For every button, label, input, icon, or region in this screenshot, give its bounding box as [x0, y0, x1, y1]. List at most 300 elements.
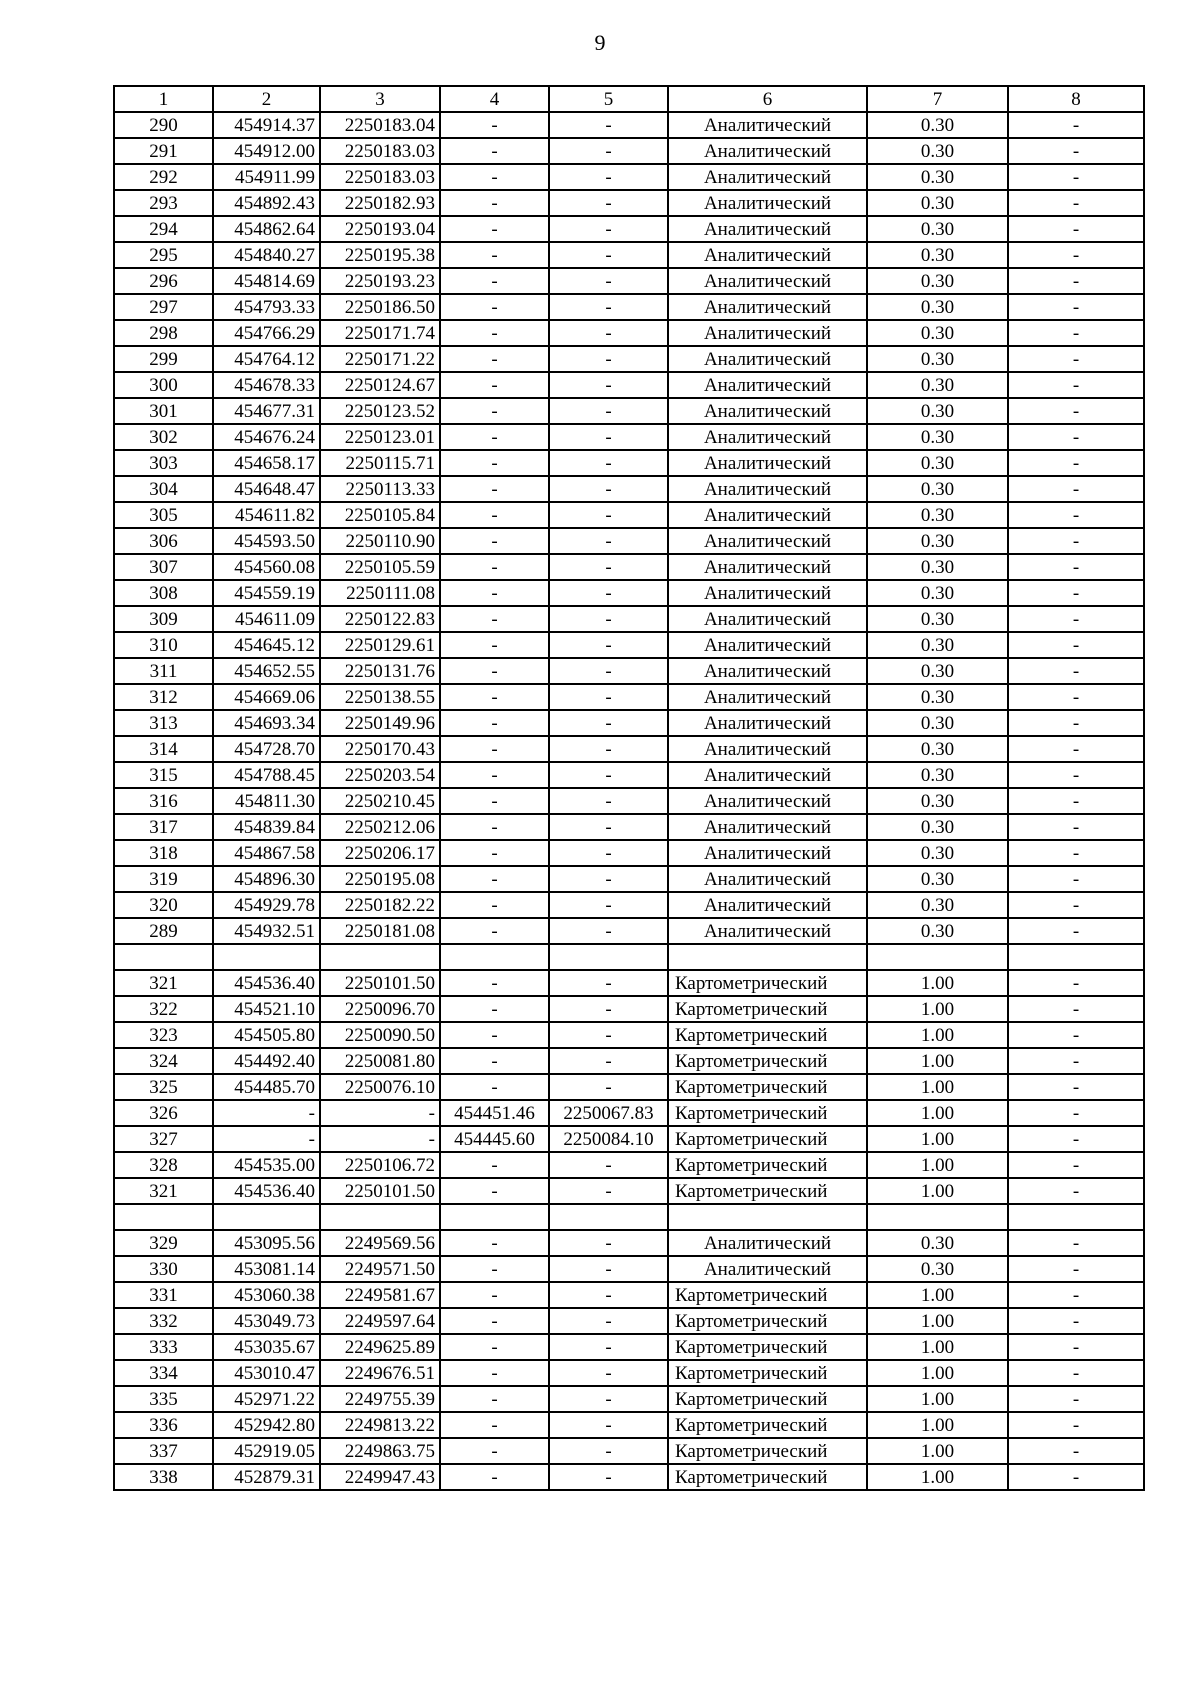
x-alt-coordinate-cell: - [440, 658, 549, 684]
y-coordinate-cell: 2250115.71 [320, 450, 440, 476]
x-alt-coordinate-cell: - [440, 1438, 549, 1464]
y-coordinate-cell: 2250124.67 [320, 372, 440, 398]
y-coordinate-cell [320, 1204, 440, 1230]
table-row [114, 320, 1144, 346]
x-coordinate-cell: 454593.50 [213, 528, 320, 554]
point-number-cell: 295 [114, 242, 213, 268]
y-coordinate-cell: 2249676.51 [320, 1360, 440, 1386]
y-coordinate-cell: 2250171.22 [320, 346, 440, 372]
table-row [114, 1126, 1144, 1152]
x-coordinate-cell: 453010.47 [213, 1360, 320, 1386]
y-coordinate-cell: 2250182.93 [320, 190, 440, 216]
y-alt-coordinate-cell: - [549, 1152, 668, 1178]
note-cell: - [1008, 1308, 1144, 1334]
y-alt-coordinate-cell: - [549, 632, 668, 658]
point-number-cell: 325 [114, 1074, 213, 1100]
point-number-cell: 290 [114, 112, 213, 138]
x-alt-coordinate-cell: - [440, 788, 549, 814]
method-cell: Аналитический [668, 554, 867, 580]
x-coordinate-cell: 452942.80 [213, 1412, 320, 1438]
y-coordinate-cell: 2250111.08 [320, 580, 440, 606]
point-number-cell: 302 [114, 424, 213, 450]
method-cell: Картометрический [668, 1178, 867, 1204]
x-coordinate-cell: 454793.33 [213, 294, 320, 320]
x-alt-coordinate-cell: - [440, 1022, 549, 1048]
x-coordinate-cell: 452971.22 [213, 1386, 320, 1412]
point-number-cell: 306 [114, 528, 213, 554]
note-cell: - [1008, 1256, 1144, 1282]
y-alt-coordinate-cell: - [549, 112, 668, 138]
y-coordinate-cell: 2250076.10 [320, 1074, 440, 1100]
note-cell: - [1008, 1412, 1144, 1438]
method-cell: Аналитический [668, 814, 867, 840]
x-alt-coordinate-cell: - [440, 112, 549, 138]
x-alt-coordinate-cell: - [440, 528, 549, 554]
y-alt-coordinate-cell: - [549, 450, 668, 476]
y-alt-coordinate-cell: - [549, 1074, 668, 1100]
table-row [114, 1152, 1144, 1178]
accuracy-cell: 0.30 [867, 814, 1008, 840]
x-coordinate-cell: 454839.84 [213, 814, 320, 840]
x-alt-coordinate-cell: - [440, 1074, 549, 1100]
y-coordinate-cell: 2250206.17 [320, 840, 440, 866]
y-coordinate-cell: 2250129.61 [320, 632, 440, 658]
table-row [114, 138, 1144, 164]
y-coordinate-cell: 2250203.54 [320, 762, 440, 788]
table-row [114, 658, 1144, 684]
table-row [114, 294, 1144, 320]
y-coordinate-cell: - [320, 1126, 440, 1152]
y-alt-coordinate-cell: 2250084.10 [549, 1126, 668, 1152]
x-coordinate-cell: 454678.33 [213, 372, 320, 398]
y-coordinate-cell: 2250123.01 [320, 424, 440, 450]
point-number-cell: 307 [114, 554, 213, 580]
x-alt-coordinate-cell: - [440, 840, 549, 866]
point-number-cell: 294 [114, 216, 213, 242]
x-coordinate-cell: 454814.69 [213, 268, 320, 294]
note-cell: - [1008, 164, 1144, 190]
y-coordinate-cell: 2250149.96 [320, 710, 440, 736]
y-coordinate-cell: 2250183.04 [320, 112, 440, 138]
method-cell: Аналитический [668, 918, 867, 944]
y-coordinate-cell: 2249581.67 [320, 1282, 440, 1308]
method-cell: Аналитический [668, 762, 867, 788]
point-number-cell: 300 [114, 372, 213, 398]
method-cell: Аналитический [668, 710, 867, 736]
accuracy-cell: 1.00 [867, 1334, 1008, 1360]
note-cell: - [1008, 138, 1144, 164]
x-coordinate-cell: 454788.45 [213, 762, 320, 788]
accuracy-cell: 0.30 [867, 450, 1008, 476]
column-header-8: 8 [1008, 86, 1144, 112]
method-cell: Аналитический [668, 242, 867, 268]
point-number-cell: 298 [114, 320, 213, 346]
table-row [114, 1386, 1144, 1412]
method-cell: Картометрический [668, 1152, 867, 1178]
accuracy-cell: 0.30 [867, 710, 1008, 736]
method-cell: Аналитический [668, 840, 867, 866]
y-alt-coordinate-cell: - [549, 346, 668, 372]
accuracy-cell: 0.30 [867, 138, 1008, 164]
y-alt-coordinate-cell: - [549, 242, 668, 268]
point-number-cell: 324 [114, 1048, 213, 1074]
x-alt-coordinate-cell: - [440, 1178, 549, 1204]
note-cell: - [1008, 814, 1144, 840]
x-alt-coordinate-cell: - [440, 1334, 549, 1360]
x-coordinate-cell: 454676.24 [213, 424, 320, 450]
x-coordinate-cell: 454669.06 [213, 684, 320, 710]
x-coordinate-cell: 453049.73 [213, 1308, 320, 1334]
page-number: 9 [594, 30, 606, 55]
table-row [114, 268, 1144, 294]
x-alt-coordinate-cell: - [440, 736, 549, 762]
y-alt-coordinate-cell: - [549, 138, 668, 164]
y-alt-coordinate-cell: - [549, 1230, 668, 1256]
header-row [114, 86, 1144, 112]
method-cell: Аналитический [668, 606, 867, 632]
point-number-cell: 321 [114, 1178, 213, 1204]
x-alt-coordinate-cell: - [440, 866, 549, 892]
method-cell: Аналитический [668, 632, 867, 658]
accuracy-cell: 0.30 [867, 736, 1008, 762]
y-alt-coordinate-cell: - [549, 502, 668, 528]
y-coordinate-cell: 2249755.39 [320, 1386, 440, 1412]
point-number-cell: 328 [114, 1152, 213, 1178]
table-row [114, 450, 1144, 476]
table-row [114, 1360, 1144, 1386]
accuracy-cell: 1.00 [867, 1464, 1008, 1490]
point-number-cell: 321 [114, 970, 213, 996]
accuracy-cell: 0.30 [867, 112, 1008, 138]
point-number-cell: 316 [114, 788, 213, 814]
table-row [114, 554, 1144, 580]
y-alt-coordinate-cell: - [549, 1464, 668, 1490]
point-number-cell: 311 [114, 658, 213, 684]
y-alt-coordinate-cell: - [549, 658, 668, 684]
table-row [114, 684, 1144, 710]
x-coordinate-cell: - [213, 1126, 320, 1152]
y-alt-coordinate-cell: - [549, 1022, 668, 1048]
method-cell: Аналитический [668, 1230, 867, 1256]
method-cell: Аналитический [668, 320, 867, 346]
y-alt-coordinate-cell: - [549, 1308, 668, 1334]
accuracy-cell: 0.30 [867, 320, 1008, 346]
table-row [114, 1308, 1144, 1334]
y-coordinate-cell: 2250212.06 [320, 814, 440, 840]
accuracy-cell: 0.30 [867, 424, 1008, 450]
point-number-cell: 338 [114, 1464, 213, 1490]
x-coordinate-cell: 454652.55 [213, 658, 320, 684]
point-number-cell: 332 [114, 1308, 213, 1334]
note-cell: - [1008, 1048, 1144, 1074]
x-coordinate-cell: 454912.00 [213, 138, 320, 164]
x-coordinate-cell: 454840.27 [213, 242, 320, 268]
x-alt-coordinate-cell: - [440, 268, 549, 294]
x-coordinate-cell: 454766.29 [213, 320, 320, 346]
y-coordinate-cell: 2250186.50 [320, 294, 440, 320]
y-coordinate-cell: 2250181.08 [320, 918, 440, 944]
y-alt-coordinate-cell: - [549, 840, 668, 866]
note-cell: - [1008, 580, 1144, 606]
x-alt-coordinate-cell: - [440, 242, 549, 268]
method-cell: Аналитический [668, 528, 867, 554]
x-coordinate-cell: 453060.38 [213, 1282, 320, 1308]
method-cell: Аналитический [668, 1256, 867, 1282]
accuracy-cell: 0.30 [867, 372, 1008, 398]
y-coordinate-cell: 2250110.90 [320, 528, 440, 554]
x-coordinate-cell: 453095.56 [213, 1230, 320, 1256]
column-header-5: 5 [549, 86, 668, 112]
note-cell: - [1008, 346, 1144, 372]
column-header-1: 1 [114, 86, 213, 112]
point-number-cell: 297 [114, 294, 213, 320]
point-number-cell: 289 [114, 918, 213, 944]
method-cell: Аналитический [668, 788, 867, 814]
x-alt-coordinate-cell: - [440, 216, 549, 242]
point-number-cell: 331 [114, 1282, 213, 1308]
y-alt-coordinate-cell: - [549, 736, 668, 762]
accuracy-cell: 0.30 [867, 164, 1008, 190]
method-cell: Аналитический [668, 138, 867, 164]
method-cell: Аналитический [668, 450, 867, 476]
y-coordinate-cell: 2250106.72 [320, 1152, 440, 1178]
x-coordinate-cell: 454867.58 [213, 840, 320, 866]
x-coordinate-cell: 452919.05 [213, 1438, 320, 1464]
table-row [114, 1074, 1144, 1100]
x-alt-coordinate-cell: - [440, 372, 549, 398]
method-cell: Картометрический [668, 1360, 867, 1386]
method-cell: Аналитический [668, 346, 867, 372]
y-coordinate-cell: - [320, 1100, 440, 1126]
table-row [114, 398, 1144, 424]
table-row [114, 1022, 1144, 1048]
accuracy-cell: 1.00 [867, 1022, 1008, 1048]
x-alt-coordinate-cell: - [440, 1152, 549, 1178]
note-cell: - [1008, 762, 1144, 788]
table-row [114, 1230, 1144, 1256]
x-coordinate-cell: 454611.09 [213, 606, 320, 632]
x-alt-coordinate-cell: - [440, 346, 549, 372]
method-cell: Аналитический [668, 216, 867, 242]
accuracy-cell: 0.30 [867, 866, 1008, 892]
accuracy-cell: 0.30 [867, 294, 1008, 320]
x-alt-coordinate-cell: 454451.46 [440, 1100, 549, 1126]
point-number-cell: 303 [114, 450, 213, 476]
y-coordinate-cell: 2250195.08 [320, 866, 440, 892]
table-row [114, 762, 1144, 788]
y-coordinate-cell: 2250138.55 [320, 684, 440, 710]
accuracy-cell: 0.30 [867, 632, 1008, 658]
method-cell: Картометрический [668, 1022, 867, 1048]
y-coordinate-cell: 2250193.04 [320, 216, 440, 242]
point-number-cell: 309 [114, 606, 213, 632]
y-coordinate-cell: 2249597.64 [320, 1308, 440, 1334]
y-alt-coordinate-cell: - [549, 1438, 668, 1464]
method-cell: Аналитический [668, 372, 867, 398]
table-row [114, 372, 1144, 398]
x-coordinate-cell: 453081.14 [213, 1256, 320, 1282]
y-coordinate-cell: 2250131.76 [320, 658, 440, 684]
point-number-cell: 334 [114, 1360, 213, 1386]
x-coordinate-cell: 454677.31 [213, 398, 320, 424]
method-cell: Картометрический [668, 1464, 867, 1490]
x-coordinate-cell: 454648.47 [213, 476, 320, 502]
point-number-cell: 326 [114, 1100, 213, 1126]
x-alt-coordinate-cell: - [440, 1386, 549, 1412]
point-number-cell: 313 [114, 710, 213, 736]
x-coordinate-cell: 454896.30 [213, 866, 320, 892]
x-alt-coordinate-cell: - [440, 320, 549, 346]
y-coordinate-cell: 2250183.03 [320, 138, 440, 164]
accuracy-cell: 1.00 [867, 1178, 1008, 1204]
table-row [114, 424, 1144, 450]
note-cell: - [1008, 476, 1144, 502]
accuracy-cell: 0.30 [867, 788, 1008, 814]
accuracy-cell: 0.30 [867, 346, 1008, 372]
x-alt-coordinate-cell: - [440, 1360, 549, 1386]
x-alt-coordinate-cell: - [440, 1230, 549, 1256]
accuracy-cell: 0.30 [867, 684, 1008, 710]
note-cell: - [1008, 528, 1144, 554]
note-cell: - [1008, 892, 1144, 918]
note-cell: - [1008, 372, 1144, 398]
note-cell: - [1008, 1022, 1144, 1048]
note-cell: - [1008, 112, 1144, 138]
point-number-cell: 310 [114, 632, 213, 658]
x-alt-coordinate-cell: - [440, 1412, 549, 1438]
note-cell: - [1008, 684, 1144, 710]
y-alt-coordinate-cell: - [549, 372, 668, 398]
y-alt-coordinate-cell: - [549, 918, 668, 944]
x-alt-coordinate-cell: - [440, 892, 549, 918]
y-coordinate-cell: 2250101.50 [320, 1178, 440, 1204]
y-alt-coordinate-cell: - [549, 788, 668, 814]
x-alt-coordinate-cell: - [440, 1282, 549, 1308]
x-coordinate-cell: 454892.43 [213, 190, 320, 216]
table-header [114, 86, 1144, 112]
point-number-cell: 308 [114, 580, 213, 606]
note-cell: - [1008, 996, 1144, 1022]
x-alt-coordinate-cell: - [440, 632, 549, 658]
table-row [114, 606, 1144, 632]
table-row [114, 528, 1144, 554]
x-alt-coordinate-cell: - [440, 554, 549, 580]
method-cell: Картометрический [668, 1334, 867, 1360]
table-row [114, 216, 1144, 242]
point-number-cell: 292 [114, 164, 213, 190]
x-coordinate-cell: 454535.00 [213, 1152, 320, 1178]
y-coordinate-cell: 2250101.50 [320, 970, 440, 996]
table-row [114, 1100, 1144, 1126]
table-row [114, 970, 1144, 996]
accuracy-cell: 1.00 [867, 1048, 1008, 1074]
table-row [114, 1048, 1144, 1074]
table-row [114, 736, 1144, 762]
method-cell: Аналитический [668, 112, 867, 138]
x-coordinate-cell: 454645.12 [213, 632, 320, 658]
y-alt-coordinate-cell: - [549, 294, 668, 320]
x-alt-coordinate-cell: - [440, 476, 549, 502]
note-cell: - [1008, 242, 1144, 268]
y-coordinate-cell: 2249569.56 [320, 1230, 440, 1256]
note-cell: - [1008, 1334, 1144, 1360]
method-cell: Аналитический [668, 294, 867, 320]
y-alt-coordinate-cell: - [549, 424, 668, 450]
y-coordinate-cell: 2249863.75 [320, 1438, 440, 1464]
point-number-cell: 333 [114, 1334, 213, 1360]
point-number-cell: 335 [114, 1386, 213, 1412]
column-header-6: 6 [668, 86, 867, 112]
y-alt-coordinate-cell: - [549, 996, 668, 1022]
y-coordinate-cell: 2249571.50 [320, 1256, 440, 1282]
x-alt-coordinate-cell: - [440, 996, 549, 1022]
table-row [114, 502, 1144, 528]
x-coordinate-cell: 452879.31 [213, 1464, 320, 1490]
y-alt-coordinate-cell [549, 944, 668, 970]
y-coordinate-cell: 2250096.70 [320, 996, 440, 1022]
x-coordinate-cell: 454929.78 [213, 892, 320, 918]
accuracy-cell: 1.00 [867, 1308, 1008, 1334]
note-cell: - [1008, 268, 1144, 294]
y-coordinate-cell: 2249947.43 [320, 1464, 440, 1490]
method-cell [668, 1204, 867, 1230]
table-row [114, 788, 1144, 814]
x-coordinate-cell: 454485.70 [213, 1074, 320, 1100]
method-cell: Картометрический [668, 1386, 867, 1412]
x-alt-coordinate-cell: - [440, 398, 549, 424]
method-cell: Аналитический [668, 866, 867, 892]
accuracy-cell: 0.30 [867, 268, 1008, 294]
accuracy-cell [867, 944, 1008, 970]
accuracy-cell: 1.00 [867, 1126, 1008, 1152]
note-cell: - [1008, 788, 1144, 814]
table-row [114, 1282, 1144, 1308]
y-coordinate-cell: 2250105.84 [320, 502, 440, 528]
note-cell: - [1008, 736, 1144, 762]
x-coordinate-cell: 454559.19 [213, 580, 320, 606]
table-row [114, 840, 1144, 866]
accuracy-cell: 0.30 [867, 840, 1008, 866]
accuracy-cell: 1.00 [867, 1438, 1008, 1464]
point-number-cell: 318 [114, 840, 213, 866]
point-number-cell: 312 [114, 684, 213, 710]
accuracy-cell: 0.30 [867, 554, 1008, 580]
accuracy-cell: 0.30 [867, 918, 1008, 944]
x-alt-coordinate-cell: - [440, 918, 549, 944]
note-cell [1008, 1204, 1144, 1230]
table-row [114, 112, 1144, 138]
x-coordinate-cell: 454536.40 [213, 970, 320, 996]
point-number-cell: 337 [114, 1438, 213, 1464]
table-row [114, 1256, 1144, 1282]
accuracy-cell: 0.30 [867, 242, 1008, 268]
method-cell: Аналитический [668, 164, 867, 190]
y-alt-coordinate-cell: - [549, 762, 668, 788]
accuracy-cell [867, 1204, 1008, 1230]
y-coordinate-cell [320, 944, 440, 970]
method-cell: Картометрический [668, 996, 867, 1022]
coordinates-table [113, 85, 1145, 1491]
accuracy-cell: 0.30 [867, 502, 1008, 528]
x-alt-coordinate-cell: - [440, 1048, 549, 1074]
column-header-4: 4 [440, 86, 549, 112]
point-number-cell: 336 [114, 1412, 213, 1438]
accuracy-cell: 1.00 [867, 1074, 1008, 1100]
table-row [114, 632, 1144, 658]
y-alt-coordinate-cell: - [549, 580, 668, 606]
x-alt-coordinate-cell: - [440, 970, 549, 996]
accuracy-cell: 1.00 [867, 1282, 1008, 1308]
